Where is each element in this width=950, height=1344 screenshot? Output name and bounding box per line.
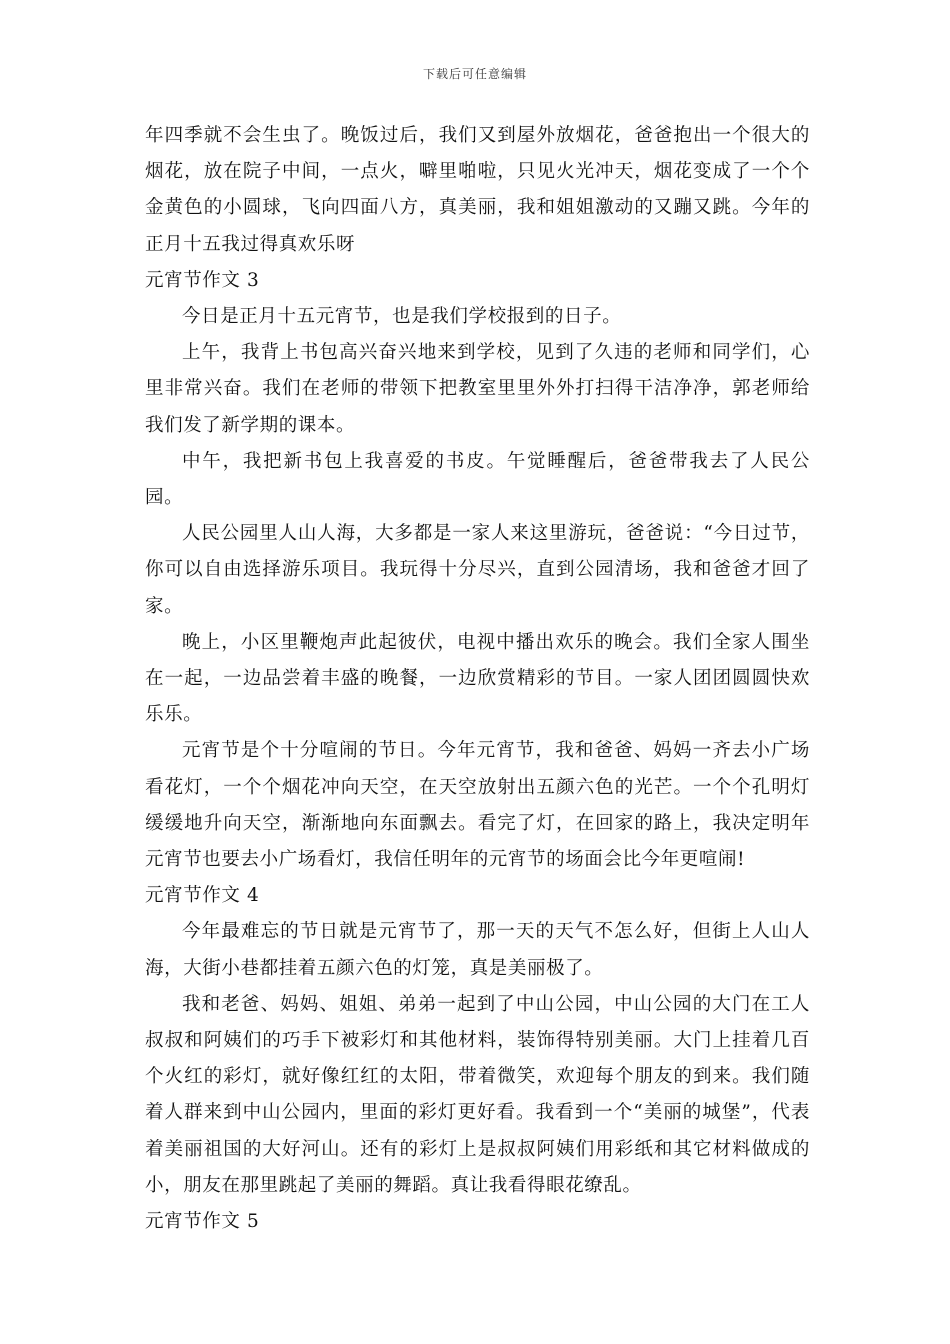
paragraph: 上午，我背上书包高兴奋兴地来到学校，见到了久违的老师和同学们，心里非常兴奋。我们在老师的带领下把教室里里外外打扫得干洁净净，郭老师给我们发了新学期的课本。: [145, 342, 810, 436]
page-header-note: 下载后可任意编辑: [422, 67, 527, 81]
paragraph: 我和老爸、妈妈、姐姐、弟弟一起到了中山公园，中山公园的大门在工人叔叔和阿姨们的巧手下被彩灯和其他材料，装饰得特别美丽。大门上挂着几百个火红的彩灯，就好像红红的太阳，带着微笑，欢迎每个朋友的到来。我们随着人群来到中山公园内，里面的彩灯更好看。我看到一个“美丽的城堡”，代表着美丽祖国的大好河山。还有的彩灯上是叔叔阿姨们用彩纸和其它材料做成的小，朋友在那里跳起了美丽的舞蹈。真让我看得眼花缭乱。: [145, 993, 810, 1196]
paragraph: 元宵节是个十分喧闹的节日。今年元宵节，我和爸爸、妈妈一齐去小广场看花灯，一个个烟花冲向天空，在天空放射出五颜六色的光芒。一个个孔明灯缓缓地升向天空，渐渐地向东面飘去。看完了灯，在回家的路上，我决定明年元宵节也要去小广场看灯，我信任明年的元宵节的场面会比今年更喧闹!: [145, 740, 810, 871]
paragraph: 晚上，小区里鞭炮声此起彼伏，电视中播出欢乐的晚会。我们全家人围坐在一起，一边品尝着丰盛的晚餐，一边欣赏精彩的节目。一家人团团圆圆快欢乐乐。: [145, 631, 810, 726]
section-heading: 元宵节作文 4: [145, 885, 260, 907]
section-heading: 元宵节作文 3: [145, 269, 260, 291]
paragraph: 人民公园里人山人海，大多都是一家人来这里游玩，爸爸说：“今日过节，你可以自由选择游乐项目。我玩得十分尽兴，直到公园清场，我和爸爸才回了家。: [145, 523, 810, 617]
document-body: [145, 118, 810, 1240]
section-heading: 元宵节作文 5: [145, 1211, 260, 1233]
paragraph-continuation: 年四季就不会生虫了。晚饭过后，我们又到屋外放烟花，爸爸抱出一个很大的烟花，放在院子中间，一点火，噼里啪啦，只见火光冲天，烟花变成了一个个金黄色的小圆球，飞向四面八方，真美丽，我和姐姐激动的又蹦又跳。今年的正月十五我过得真欢乐呀: [145, 125, 810, 255]
paragraph: 今日是正月十五元宵节，也是我们学校报到的日子。: [182, 306, 622, 328]
paragraph: 今年最难忘的节日就是元宵节了，那一天的天气不怎么好，但街上人山人海，大街小巷都挂着五颜六色的灯笼，真是美丽极了。: [145, 921, 810, 979]
paragraph: 中午，我把新书包上我喜爱的书皮。午觉睡醒后，爸爸带我去了人民公园。: [145, 450, 810, 509]
